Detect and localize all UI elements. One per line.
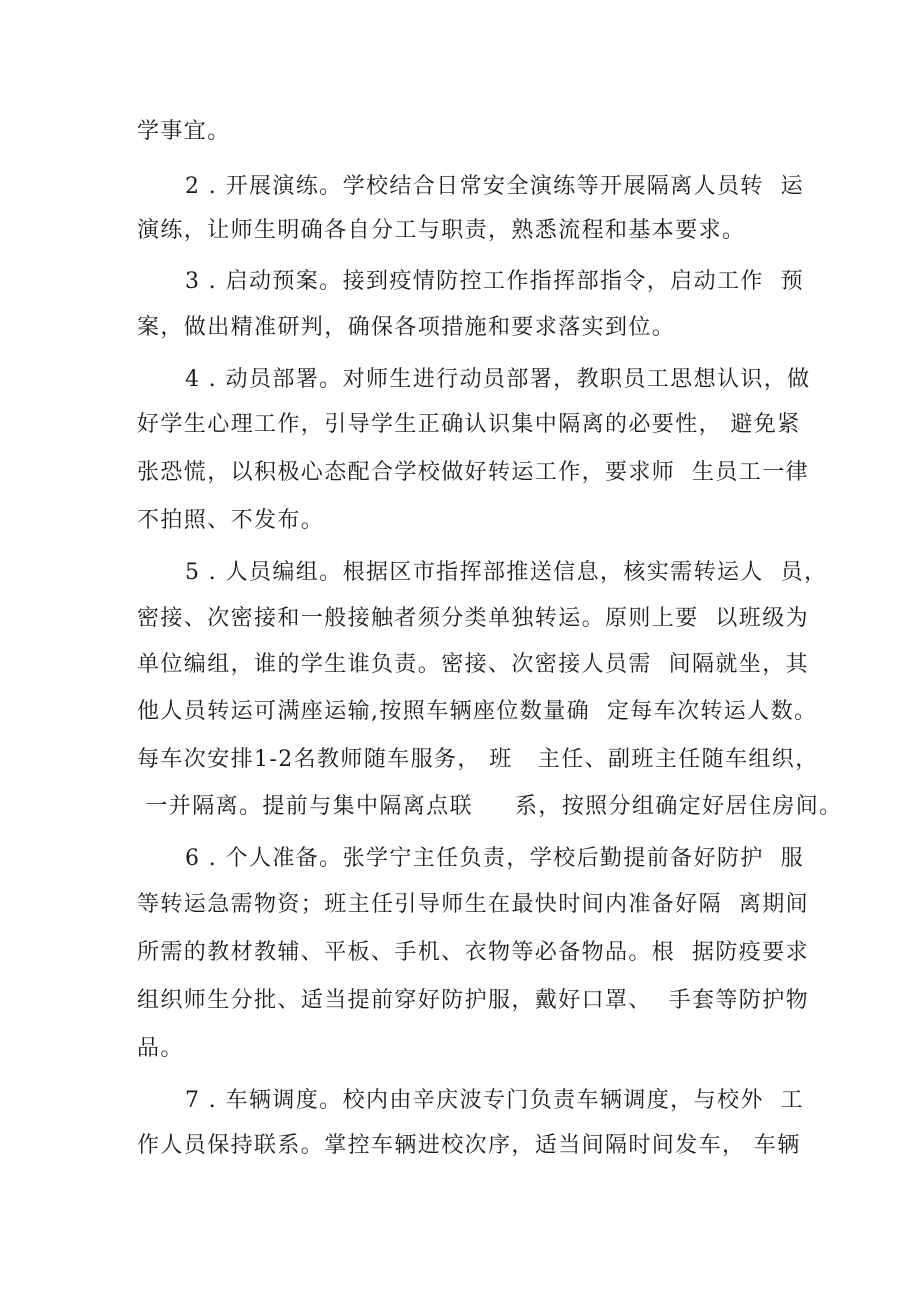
text-line: 所需的教材教辅、平板、手机、衣物等必备物品。根 据防疫要求 [137,940,809,965]
text-line: 张恐慌，以积极心态配合学校做好转运工作，要求师 生员工一律 [137,460,809,485]
text-line: 密接、次密接和一般接触者须分类单独转运。原则上要 以班级为 [137,606,809,631]
text-line: 组织师生分批、适当提前穿好防护服，戴好口罩、 手套等防护物 [137,988,809,1013]
paragraph-4-start: 4 . 动员部署。对师生进行动员部署，教职员工思想认识，做 [185,367,811,392]
text-line: 不拍照、不发布。 [137,508,325,533]
text-line: 他人员转运可满座运输,按照车辆座位数量确 定每车次转运人数。 [137,699,818,724]
paragraph-6-start: 6 . 个人准备。张学宁主任负责，学校后勤提前备好防护 服 [185,846,804,871]
paragraph-5-start: 5 . 人员编组。根据区市指挥部推送信息，核实需转运人 员， [185,560,828,585]
text-line: 每车次安排1-2名教师随车服务， 班 主任、副班主任随车组织， [137,747,819,772]
text-line: 一并隔离。提前与集中隔离点联 系，按照分组确定好居住房间。 [137,794,843,819]
paragraph-2-start: 2 . 开展演练。学校结合日常安全演练等开展隔离人员转 运 [185,174,804,199]
paragraph-3-start: 3 . 启动预案。接到疫情防控工作指挥部指令，启动工作 预 [185,269,804,294]
text-line: 案，做出精准研判，确保各项措施和要求落实到位。 [137,315,676,340]
text-line: 单位编组，谁的学生谁负责。密接、次密接人员需 间隔就坐，其 [137,652,809,677]
text-line: 好学生心理工作，引导学生正确认识集中隔离的必要性， 避免紧 [137,412,801,437]
text-line: 品。 [137,1036,184,1061]
text-line: 学事宜。 [137,119,231,144]
text-line: 等转运急需物资；班主任引导师生在最快时间内准备好隔 离期间 [137,892,809,917]
text-line: 作人员保持联系。掌控车辆进校次序，适当间隔时间发车， 车辆 [137,1133,801,1158]
text-line: 演练，让师生明确各自分工与职责，熟悉流程和基本要求。 [137,218,746,243]
paragraph-7-start: 7 . 车辆调度。校内由辛庆波专门负责车辆调度，与校外 工 [185,1088,804,1113]
